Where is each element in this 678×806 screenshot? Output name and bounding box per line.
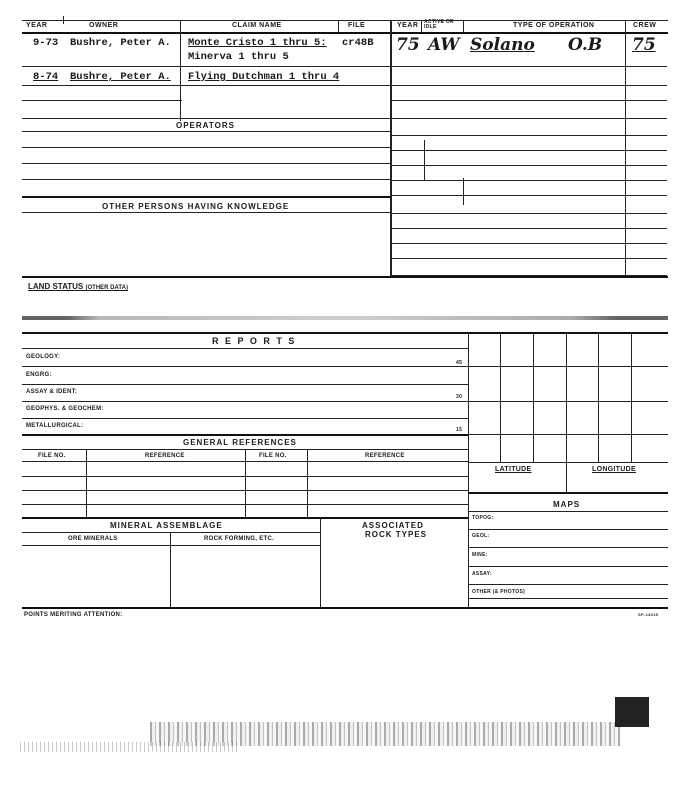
map-mine: MINE:: [472, 552, 488, 558]
claim-owner-3: Bushre, Peter A.: [70, 71, 171, 83]
report-assay: ASSAY & IDENT:: [26, 389, 78, 395]
col-claim-name: CLAIM NAME: [232, 22, 282, 29]
longitude-label: LONGITUDE: [592, 466, 636, 473]
land-status-title: LAND STATUS (OTHER DATA): [28, 282, 128, 291]
ref-col-file-no-2: FILE NO.: [259, 453, 287, 459]
mineral-assemblage-title: MINERAL ASSEMBLAGE: [110, 521, 223, 530]
rock-types-label: ROCK TYPES: [365, 530, 428, 539]
claim-owner-1: Bushre, Peter A.: [70, 37, 171, 49]
col-active-or-idle: ACTIVE OR IDLE: [424, 19, 454, 30]
ref-col-reference-1: REFERENCE: [145, 453, 185, 459]
report-geophys: GEOPHYS. & GEOCHEM:: [26, 406, 104, 412]
claim-year-1: 9-73: [33, 37, 59, 49]
col-crew: CREW: [633, 22, 657, 29]
col-file: FILE: [348, 22, 366, 29]
general-references-title: GENERAL REFERENCES: [183, 438, 297, 447]
map-topog: TOPOG:: [472, 515, 494, 521]
claim-name-3: Flying Dutchman 1 thru 4: [188, 71, 340, 83]
associated-label: ASSOCIATED: [362, 521, 424, 530]
map-geol: GEOL:: [472, 533, 490, 539]
claim-name-2: Minerva 1 thru 5: [188, 51, 289, 63]
col-year-2: YEAR: [397, 22, 419, 29]
report-metallurgical-num: 15: [456, 427, 463, 433]
col-type-of-operation: TYPE OF OPERATION: [513, 22, 595, 29]
activity-active: AW: [428, 35, 460, 55]
activity-year: 75: [396, 35, 420, 55]
knowledge-title: OTHER PERSONS HAVING KNOWLEDGE: [102, 202, 290, 211]
claim-year-3: 8-74: [33, 71, 59, 83]
operators-title: OPERATORS: [176, 121, 235, 130]
maps-title: MAPS: [553, 500, 581, 509]
activity-type: Solano: [470, 35, 535, 55]
map-assay: ASSAY:: [472, 571, 492, 577]
reports-title: R E P O R T S: [212, 336, 297, 346]
report-geology: GEOLOGY:: [26, 354, 61, 360]
scan-dark-mark: [615, 697, 649, 727]
latitude-label: LATITUDE: [495, 466, 532, 473]
claim-file-1: cr48B: [342, 37, 374, 49]
claim-name-1: Monte Cristo 1 thru 5:: [188, 37, 327, 49]
col-year: YEAR: [26, 22, 48, 29]
scan-noise-band-2: [20, 742, 240, 752]
report-assay-num: 30: [456, 394, 463, 400]
activity-type-note: O.B: [568, 35, 603, 55]
report-engrg: ENGRG:: [26, 372, 52, 378]
points-meriting-attention: POINTS MERITING ATTENTION:: [24, 612, 123, 618]
col-owner: OWNER: [89, 22, 119, 29]
ore-minerals-label: ORE MINERALS: [68, 536, 118, 542]
rock-forming-label: ROCK FORMING, ETC.: [204, 536, 275, 542]
ref-col-reference-2: REFERENCE: [365, 453, 405, 459]
report-metallurgical: METALLURGICAL:: [26, 423, 84, 429]
ref-col-file-no-1: FILE NO.: [38, 453, 66, 459]
report-geology-num: 45: [456, 360, 463, 366]
scan-smudge-bar: [22, 316, 668, 320]
form-number: SP-14015: [638, 612, 659, 617]
activity-crew: 75: [632, 35, 656, 55]
map-other: OTHER (& PHOTOS): [472, 589, 526, 595]
